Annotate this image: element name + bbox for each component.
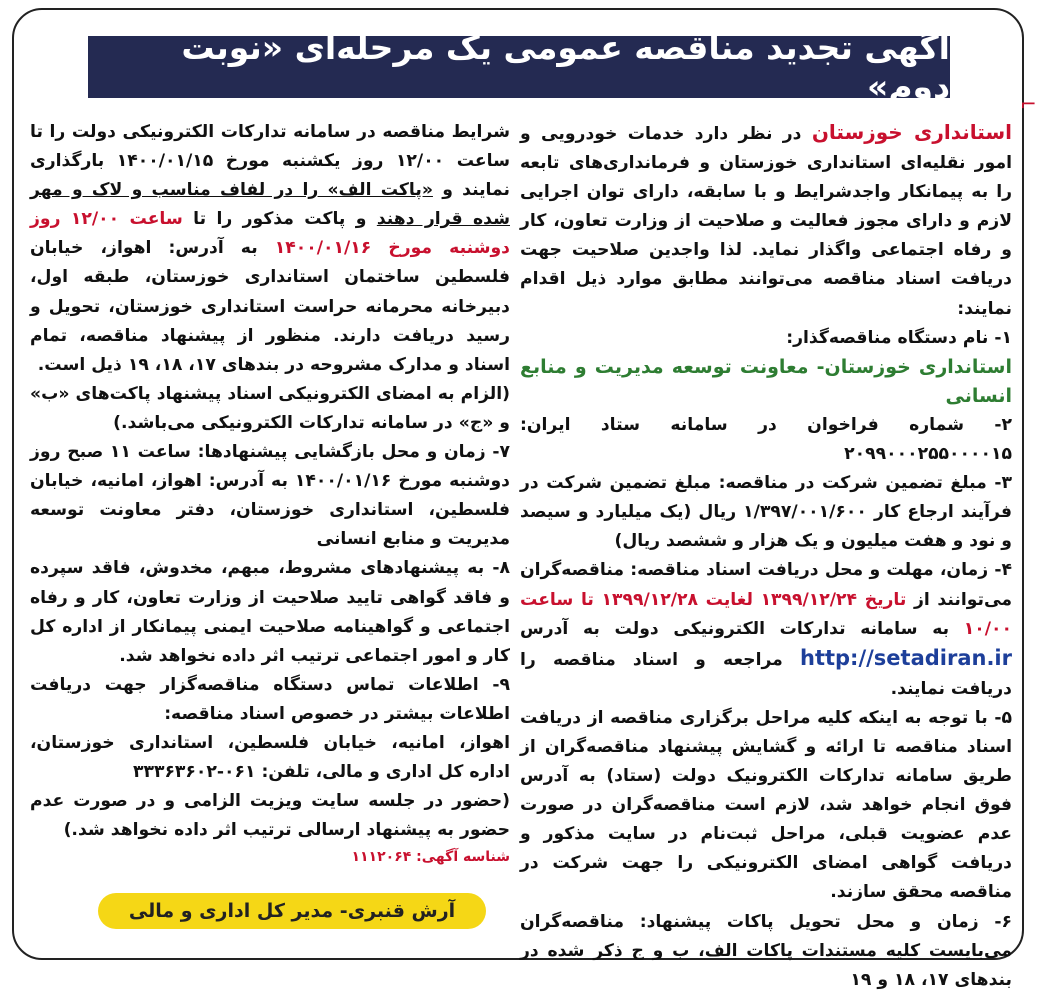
corner-mark-icon: ⌐ <box>1020 92 1037 116</box>
envelope-instruction: «پاکت الف» را در لفاف مناسب و لاک و مهر شده قرار دهند <box>30 180 510 230</box>
setadiran-link[interactable]: http://setadiran.ir <box>800 645 1012 670</box>
item-4 <box>520 556 1012 703</box>
conditions-paragraph <box>30 118 510 380</box>
item-2: ۲- شماره فراخوان در سامانه ستاد ایران: ۲۰۹۹۰۰۰۲۵۵۰۰۰۰۱۵ <box>520 414 1012 465</box>
delivery-deadline: ساعت ۱۲/۰۰ روز دوشنبه مورخ ۱۴۰۰/۰۱/۱۶ <box>30 209 511 259</box>
ad-code: شناسه آگهی: ۱۱۱۲۰۶۴ <box>351 849 510 866</box>
org-name: استانداری خوزستان <box>811 120 1012 144</box>
conditions-text-c: و پاکت مذکور را تا <box>182 209 377 230</box>
signature-banner: آرش قنبری- مدیر کل اداری و مالی <box>98 893 486 929</box>
item-4-mid: به سامانه تدارکات الکترونیکی دولت به آدرس <box>520 618 964 639</box>
item-6: ۶- زمان و محل تحویل پاکات پیشنهاد: مناقصه‌گران می‌بایست کلیه مستندات پاکات الف، ب و ج ذکر شده در بندهای ۱۷، ۱۸ و ۱۹ <box>520 911 1012 990</box>
item-3: ۳- مبلغ تضمین شرکت در مناقصه: مبلغ تضمین شرکت در فرآیند ارجاع کار ۱/۳۹۷/۰۰۱/۶۰۰ ریال (یک میلیارد و سیصد و نود و هفت میلیون و یک هزار و ششصد ریال) <box>520 473 1012 552</box>
contact-address: اهواز، امانیه، خیابان فلسطین، استانداری خوزستان، اداره کل اداری و مالی، تلفن: ۰۶۱-۳۳۳۶۳۶۰۲ <box>30 732 510 783</box>
e-signature-note: (الزام به امضای الکترونیکی اسناد پیشنهاد پاکت‌های «ب» و «ج» در سامانه تدارکات الکترونیکی می‌باشد.) <box>30 383 510 433</box>
item-9: ۹- اطلاعات تماس دستگاه مناقصه‌گزار جهت دریافت اطلاعات بیشتر در خصوص اسناد مناقصه: <box>30 674 510 724</box>
intro-paragraph <box>520 118 1012 324</box>
item-7: ۷- زمان و محل بازگشایی پیشنهادها: ساعت ۱۱ صبح روز دوشنبه مورخ ۱۴۰۰/۰۱/۱۶ به آدرس: اهواز، امانیه، خیابان فلسطین، استانداری خوزستان، دفتر معاونت توسعه مدیریت و منابع انسانی <box>30 442 511 550</box>
item-1-label: ۱- نام دستگاه مناقصه‌گذار: <box>786 327 1012 348</box>
item-1-value: استانداری خوزستان- معاونت توسعه مدیریت و منابع انسانی <box>520 355 1012 407</box>
ad-title: آگهی تجدید مناقصه عمومی یک مرحله‌ای «نوبت دوم» <box>88 36 950 98</box>
intro-text: در نظر دارد خدمات خودرویی و امور نقلیه‌ای استانداری خوزستان و فرمانداری‌های تابعه را به پیمانکار واجدشرایط و با سابقه، دارای توان اجرایی لازم و دارای مجوز فعالیت و صلاحیت از وزارت تعاون، کار و رفاه اجتماعی واگذار نماید. لذا واجدین صلاحیت جهت دریافت اسناد مناقصه می‌توانند مطابق موارد ذیل اقدام نمایند: <box>520 124 1012 319</box>
right-column <box>520 118 1012 995</box>
site-visit-note: (حضور در جلسه سایت ویزیت الزامی و در صورت عدم حضور به پیشنهاد ارسالی ترتیب اثر داده نخواهد شد.) <box>30 791 510 841</box>
item-4-post: مراجعه و اسناد مناقصه را دریافت نمایند. <box>520 649 1012 699</box>
left-column <box>30 118 510 869</box>
item-4-pre: ۴- زمان، مهلت و محل دریافت اسناد مناقصه: مناقصه‌گران می‌توانند از <box>520 560 1012 610</box>
item-8: ۸- به پیشنهادهای مشروط، مبهم، مخدوش، فاقد سپرده و فاقد گواهی تایید صلاحیت از وزارت تعاون، کار و رفاه اجتماعی و گواهینامه صلاحیت ایمنی پیمانکار از اداره کل کار و امور اجتماعی ترتیب اثر داده نخواهد شد. <box>30 558 510 666</box>
item-4-dates: تاریخ ۱۳۹۹/۱۲/۲۴ لغایت ۱۳۹۹/۱۲/۲۸ تا ساعت ۱۰/۰۰ <box>520 589 1012 639</box>
conditions-text-e: به آدرس: اهواز، خیابان فلسطین ساختمان استانداری خوزستان، طبقه اول، دبیرخانه محرمانه حراست استانداری خوزستان، تحویل و رسید دریافت دارند. منظور از پیشنهاد مناقصه، تمام اسناد و مدارک مشروحه در بندهای ۱۷، ۱۸، ۱۹ ذیل است. <box>30 238 510 375</box>
conditions-text-a: شرایط مناقصه در سامانه تدارکات الکترونیکی دولت را تا ساعت ۱۲/۰۰ روز یکشنبه مورخ ۱۴۰۰/۰۱/۱۵ بارگذاری نمایند و <box>30 122 510 201</box>
item-5: ۵- با توجه به اینکه کلیه مراحل برگزاری مناقصه از دریافت اسناد مناقصه تا ارائه و گشایش پیشنهاد مناقصه‌گران از طریق سامانه تدارکات الکترونیک دولت (ستاد) به آدرس فوق انجام خواهد شد، لازم است مناقصه‌گران در صورت عدم عضویت قبلی، مراحل ثبت‌نام در سایت مذکور و دریافت گواهی امضای الکترونیکی را جهت شرکت در مناقصه محقق سازند. <box>520 707 1012 903</box>
